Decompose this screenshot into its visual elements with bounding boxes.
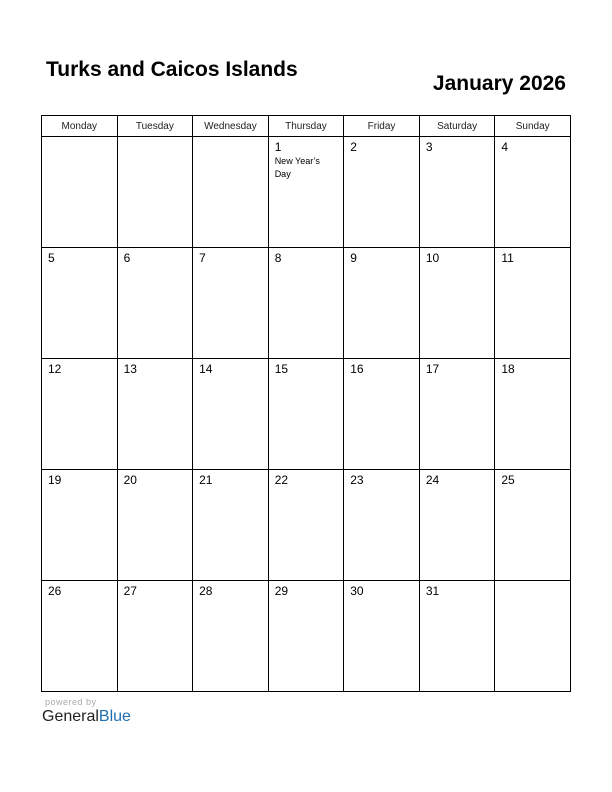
brand-name-part1: General bbox=[42, 708, 99, 725]
day-cell bbox=[117, 581, 193, 692]
day-cell bbox=[268, 581, 344, 692]
week-row bbox=[42, 470, 571, 581]
day-number: 26 bbox=[48, 584, 62, 598]
week-row bbox=[42, 359, 571, 470]
day-cell bbox=[495, 137, 571, 248]
day-number: 17 bbox=[425, 362, 440, 376]
day-number: 13 bbox=[123, 362, 137, 376]
powered-by-label: powered by bbox=[45, 697, 97, 707]
day-number: 1 bbox=[274, 140, 282, 154]
day-cell bbox=[42, 470, 118, 581]
day-number: 31 bbox=[425, 584, 440, 598]
day-cell bbox=[117, 248, 193, 359]
day-number: 22 bbox=[274, 473, 289, 487]
day-number: 12 bbox=[48, 362, 62, 376]
day-number bbox=[118, 137, 193, 139]
day-number: 25 bbox=[501, 473, 515, 487]
day-cell bbox=[117, 470, 193, 581]
day-cell bbox=[419, 581, 495, 692]
day-number bbox=[495, 581, 570, 583]
weekday-header: Sunday bbox=[495, 116, 571, 137]
day-cell bbox=[344, 137, 420, 248]
week-row bbox=[42, 137, 571, 248]
day-number: 30 bbox=[350, 584, 364, 598]
day-number: 5 bbox=[48, 251, 55, 265]
day-cell bbox=[495, 248, 571, 359]
day-number: 3 bbox=[425, 140, 433, 154]
day-cell bbox=[193, 581, 269, 692]
day-cell bbox=[495, 470, 571, 581]
day-cell bbox=[344, 581, 420, 692]
weekday-header: Friday bbox=[344, 116, 420, 137]
day-number: 7 bbox=[199, 251, 206, 265]
day-cell bbox=[419, 470, 495, 581]
day-cell bbox=[419, 137, 495, 248]
day-cell bbox=[344, 470, 420, 581]
day-number: 11 bbox=[501, 251, 514, 265]
day-number: 18 bbox=[501, 362, 515, 376]
day-cell bbox=[42, 137, 118, 248]
day-cell bbox=[193, 248, 269, 359]
day-number: 15 bbox=[274, 362, 289, 376]
week-row bbox=[42, 581, 571, 692]
weekday-header: Monday bbox=[42, 116, 118, 137]
day-number: 9 bbox=[350, 251, 357, 265]
day-number: 21 bbox=[199, 473, 213, 487]
day-number: 27 bbox=[123, 584, 137, 598]
day-number: 24 bbox=[425, 473, 440, 487]
day-cell bbox=[193, 470, 269, 581]
day-cell bbox=[268, 137, 344, 248]
day-number: 2 bbox=[350, 140, 357, 154]
day-number: 28 bbox=[199, 584, 213, 598]
day-cell bbox=[495, 581, 571, 692]
day-cell bbox=[42, 248, 118, 359]
day-cell bbox=[419, 359, 495, 470]
day-number: 6 bbox=[123, 251, 131, 265]
day-number: 4 bbox=[501, 140, 509, 154]
day-cell bbox=[42, 359, 118, 470]
day-cell bbox=[42, 581, 118, 692]
day-number: 14 bbox=[199, 362, 213, 376]
day-cell bbox=[268, 248, 344, 359]
day-cell bbox=[344, 359, 420, 470]
calendar-grid bbox=[41, 115, 571, 692]
day-number: 20 bbox=[123, 473, 137, 487]
day-number bbox=[193, 137, 268, 139]
day-number: 23 bbox=[350, 473, 364, 487]
weekday-header: Thursday bbox=[268, 116, 344, 137]
weekday-header: Saturday bbox=[419, 116, 495, 137]
day-cell bbox=[419, 248, 495, 359]
day-cell bbox=[268, 470, 344, 581]
day-cell bbox=[193, 359, 269, 470]
day-cell bbox=[344, 248, 420, 359]
day-number: 29 bbox=[274, 584, 289, 598]
week-row bbox=[42, 248, 571, 359]
day-number bbox=[42, 137, 117, 139]
day-number: 16 bbox=[350, 362, 364, 376]
day-number: 19 bbox=[48, 473, 62, 487]
country-title: Turks and Caicos Islands bbox=[46, 58, 298, 81]
holiday-label: New Year’s Day bbox=[274, 156, 320, 179]
weekday-header-row bbox=[42, 116, 571, 137]
weekday-header: Wednesday bbox=[193, 116, 269, 137]
day-cell bbox=[117, 137, 193, 248]
day-cell bbox=[495, 359, 571, 470]
day-number: 10 bbox=[425, 251, 440, 265]
brand-name-part2: Blue bbox=[98, 708, 131, 725]
day-number: 8 bbox=[274, 251, 282, 265]
month-year-title: January 2026 bbox=[432, 72, 566, 95]
weekday-header: Tuesday bbox=[117, 116, 193, 137]
day-cell bbox=[193, 137, 269, 248]
day-cell bbox=[268, 359, 344, 470]
brand-logo bbox=[42, 708, 131, 726]
day-cell bbox=[117, 359, 193, 470]
